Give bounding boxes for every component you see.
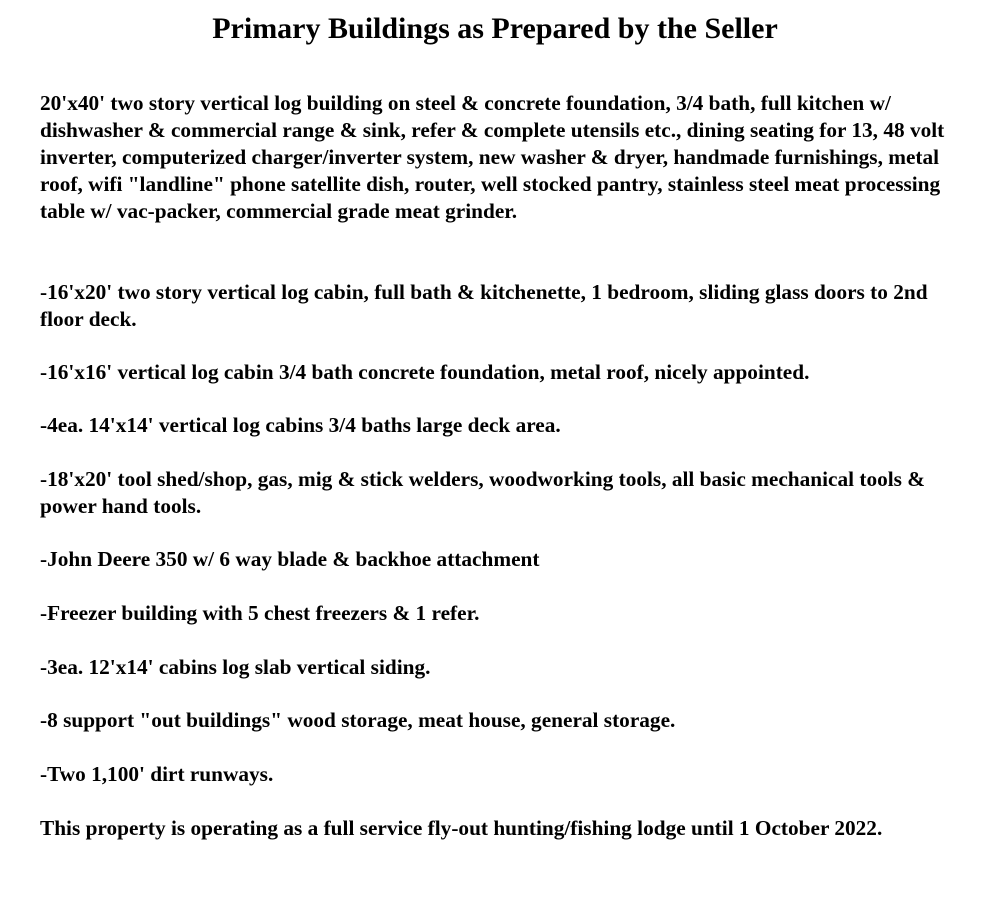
paragraph-tool-shed: -18'x20' tool shed/shop, gas, mig & stick welders, woodworking tools, all basic mechanical tools & power hand tools. <box>40 467 926 518</box>
paragraph-lodge-status: This property is operating as a full service fly-out hunting/fishing lodge until 1 October 2022. <box>40 816 883 840</box>
paragraph-john-deere: -John Deere 350 w/ 6 way blade & backhoe attachment <box>40 547 540 571</box>
paragraph-16x16-cabin: -16'x16' vertical log cabin 3/4 bath concrete foundation, metal roof, nicely appointed. <box>40 360 810 384</box>
paragraph-14x14-cabins: -4ea. 14'x14' vertical log cabins 3/4 baths large deck area. <box>40 413 561 437</box>
document-title: Primary Buildings as Prepared by the Seller <box>212 12 778 45</box>
paragraph-freezer-building: -Freezer building with 5 chest freezers & 1 refer. <box>40 601 480 625</box>
paragraph-16x20-cabin: -16'x20' two story vertical log cabin, full bath & kitchenette, 1 bedroom, sliding glass doors to 2nd floor deck. <box>40 280 928 331</box>
paragraph-runways: -Two 1,100' dirt runways. <box>40 762 274 786</box>
paragraph-out-buildings: -8 support "out buildings" wood storage, meat house, general storage. <box>40 708 676 732</box>
paragraph-main-building: 20'x40' two story vertical log building on steel & concrete foundation, 3/4 bath, full kitchen w/ dishwasher & commercial range & sink, refer & complete utensils etc., dining seating for 13, 48 volt inverter, computerized charger/inverter system, new washer & dryer, handmade furnishings, metal roof, wifi "landline" phone satellite dish, router, well stocked pantry, stainless steel meat processing table w/ vac-packer, commercial grade meat grinder. <box>40 91 945 223</box>
paragraph-12x14-cabins: -3ea. 12'x14' cabins log slab vertical siding. <box>40 655 431 679</box>
